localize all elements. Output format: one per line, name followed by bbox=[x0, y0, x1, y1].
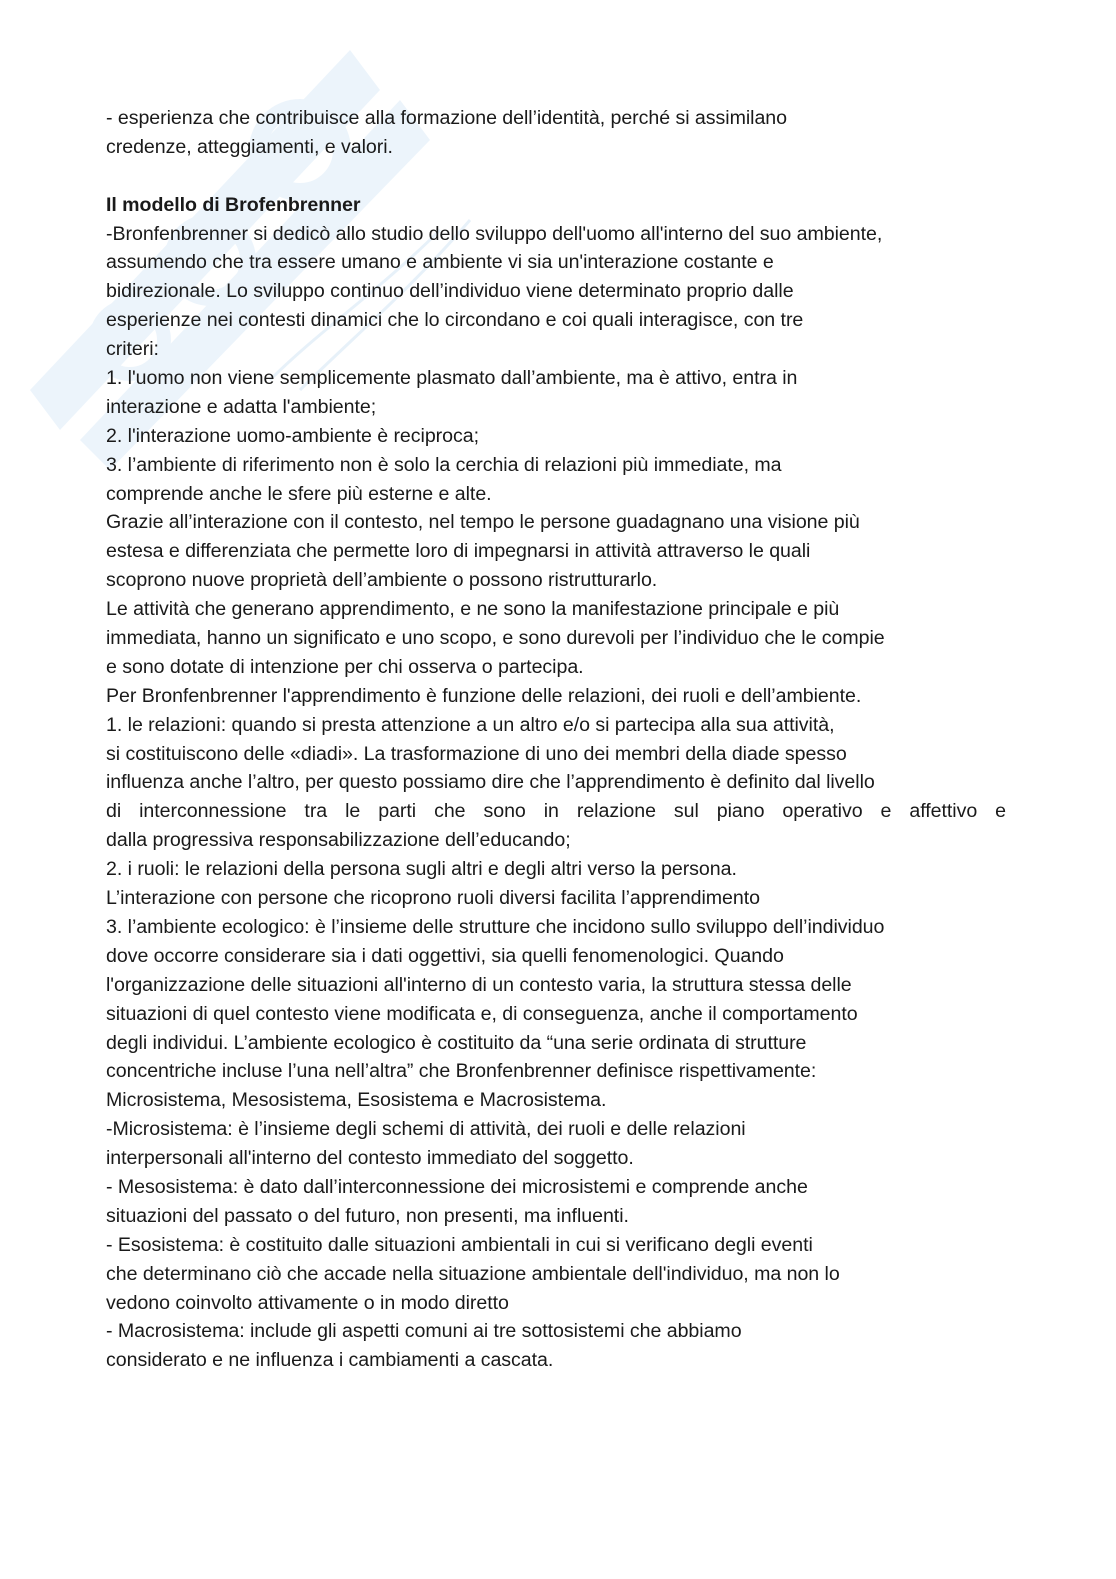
text-line: 3. l’ambiente ecologico: è l’insieme delle strutture che incidono sullo sviluppo dell’individuo bbox=[106, 915, 885, 938]
text-line: comprende anche le sfere più esterne e alte. bbox=[106, 482, 492, 505]
text-line: scoprono nuove proprietà dell’ambiente o possono ristrutturarlo. bbox=[106, 569, 658, 592]
text-line: si costituiscono delle «diadi». La trasformazione di uno dei membri della diade spesso bbox=[106, 742, 847, 765]
document-page bbox=[106, 104, 1006, 1375]
text-line: L’interazione con persone che ricoprono ruoli diversi facilita l’apprendimento bbox=[106, 887, 760, 910]
text-line: - Esosistema: è costituito dalle situazioni ambientali in cui si verificano degli eventi bbox=[106, 1233, 813, 1256]
text-line: esperienze nei contesti dinamici che lo circondano e coi quali interagisce, con tre bbox=[106, 309, 804, 332]
text-line: 1. le relazioni: quando si presta attenzione a un altro e/o si partecipa alla sua attività, bbox=[106, 713, 835, 736]
text-line: assumendo che tra essere umano e ambiente vi sia un'interazione costante e bbox=[106, 251, 774, 274]
text-line: che determinano ciò che accade nella situazione ambientale dell'individuo, ma non lo bbox=[106, 1262, 840, 1285]
text-line: concentriche incluse l’una nell’altra” che Bronfenbrenner definisce rispettivamente: bbox=[106, 1060, 817, 1083]
text-line: e sono dotate di intenzione per chi osserva o partecipa. bbox=[106, 655, 584, 678]
text-line: - esperienza che contribuisce alla formazione dell’identità, perché si assimilano bbox=[106, 107, 787, 129]
text-line: Grazie all’interazione con il contesto, nel tempo le persone guadagnano una visione più bbox=[106, 511, 860, 534]
text-line: estesa e differenziata che permette loro di impegnarsi in attività attraverso le quali bbox=[106, 540, 811, 563]
text-line: situazioni di quel contesto viene modificata e, di conseguenza, anche il comportamento bbox=[106, 1002, 858, 1025]
text-line: degli individui. L’ambiente ecologico è costituito da “una serie ordinata di strutture bbox=[106, 1031, 807, 1054]
text-line: - Mesosistema: è dato dall’interconnessione dei microsistemi e comprende anche bbox=[106, 1175, 808, 1198]
text-line: 2. i ruoli: le relazioni della persona sugli altri e degli altri verso la persona. bbox=[106, 858, 737, 881]
text-line: considerato e ne influenza i cambiamenti a cascata. bbox=[106, 1349, 554, 1372]
text-line: vedono coinvolto attivamente o in modo diretto bbox=[106, 1291, 509, 1314]
text-line: credenze, atteggiamenti, e valori. bbox=[106, 135, 393, 158]
text-line: di interconnessione tra le parti che sono in relazione sul piano operativo e affettivo e bbox=[106, 800, 1006, 823]
text-line: -Microsistema: è l’insieme degli schemi di attività, dei ruoli e delle relazioni bbox=[106, 1118, 746, 1141]
text-line: Le attività che generano apprendimento, e ne sono la manifestazione principale e più bbox=[106, 598, 840, 621]
text-line: l'organizzazione delle situazioni all'interno di un contesto varia, la struttura stessa delle bbox=[106, 973, 852, 996]
section-heading: Il modello di Brofenbrenner bbox=[106, 193, 361, 216]
text-line: criteri: bbox=[106, 338, 159, 361]
text-line: 3. l’ambiente di riferimento non è solo la cerchia di relazioni più immediate, ma bbox=[106, 453, 782, 476]
text-line: interpersonali all'interno del contesto immediato del soggetto. bbox=[106, 1147, 634, 1170]
text-line: bidirezionale. Lo sviluppo continuo dell’individuo viene determinato proprio dalle bbox=[106, 280, 794, 303]
text-line: immediata, hanno un significato e uno scopo, e sono durevoli per l’individuo che le compie bbox=[106, 627, 885, 650]
text-line: 2. l'interazione uomo-ambiente è reciproca; bbox=[106, 424, 479, 447]
text-line: Per Bronfenbrenner l'apprendimento è funzione delle relazioni, dei ruoli e dell’ambiente. bbox=[106, 684, 862, 707]
text-line: 1. l'uomo non viene semplicemente plasmato dall’ambiente, ma è attivo, entra in bbox=[106, 367, 798, 390]
text-line: dalla progressiva responsabilizzazione dell’educando; bbox=[106, 829, 571, 852]
text-line: interazione e adatta l'ambiente; bbox=[106, 395, 377, 418]
text-line: -Bronfenbrenner si dedicò allo studio dello sviluppo dell'uomo all'interno del suo ambiente, bbox=[106, 222, 883, 245]
text-line: situazioni del passato o del futuro, non presenti, ma influenti. bbox=[106, 1204, 629, 1227]
text-line: - Macrosistema: include gli aspetti comuni ai tre sottosistemi che abbiamo bbox=[106, 1320, 742, 1343]
blank-line bbox=[106, 162, 1006, 191]
text-line: dove occorre considerare sia i dati oggettivi, sia quelli fenomenologici. Quando bbox=[106, 944, 784, 967]
text-line: Microsistema, Mesosistema, Esosistema e Macrosistema. bbox=[106, 1089, 607, 1112]
text-line: influenza anche l’altro, per questo possiamo dire che l’apprendimento è definito dal livello bbox=[106, 771, 875, 794]
